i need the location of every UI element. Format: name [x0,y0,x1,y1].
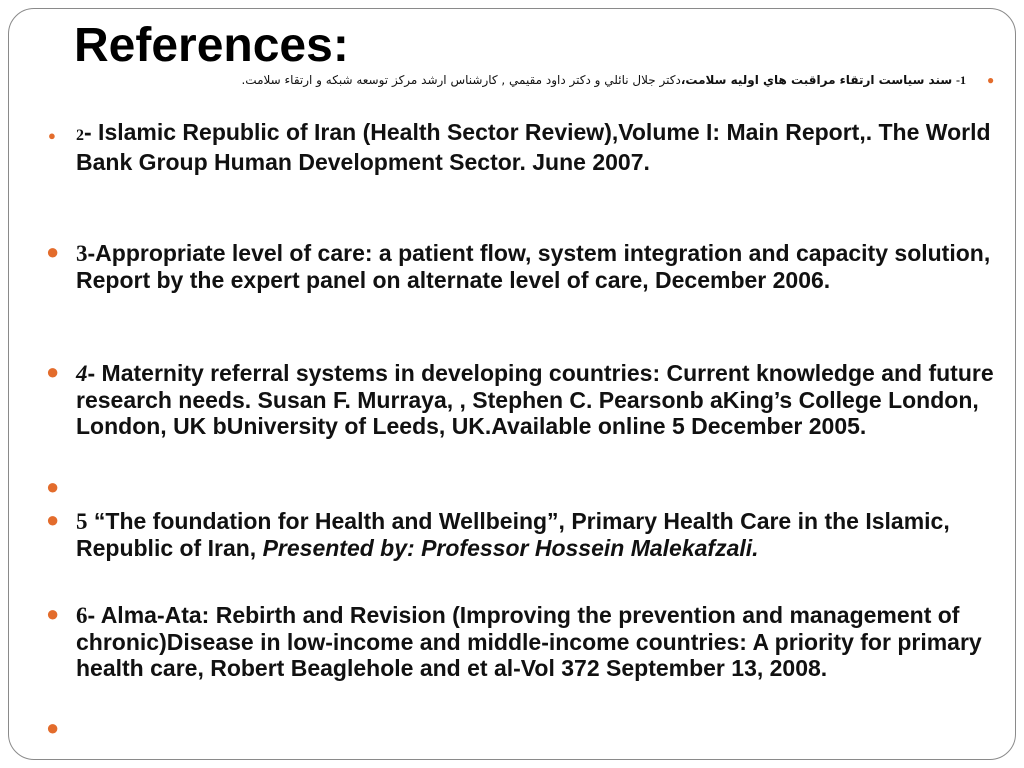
bullet-dot-icon: ● [987,73,995,87]
bullet-dot-icon: ● [46,601,60,626]
reference-text: - Islamic Republic of Iran (Health Sector Review),Volume I: Main Report,. The World Bank Group Human Development Sector. June 2007. [76,119,991,175]
reference-number: 2 [76,127,84,144]
reference-1-authors: دكتر جلال نائلي و دكتر داود مقيمي , كارشناس ارشد مركز توسعه شبكه و ارتقاء سلامت [245,73,681,87]
bullet-dot-icon: ● [46,715,60,740]
reference-number: 6 [76,603,88,628]
reference-text: - Alma-Ata: Rebirth and Revision (Improving the prevention and management of chronic)Disease in low-income and middle-income countries: A priority for primary health care, Robert Beaglehole and et al-Vol 372 September 13, 2008. [76,602,982,681]
bullet-dot-icon: ● [48,128,56,143]
reference-1-end: . [241,73,246,87]
bullet-dot-icon: ● [46,474,60,499]
reference-4 [46,359,1000,439]
reference-text: -Appropriate level of care: a patient flow, system integration and capacity solution, Report by the expert panel on alternate level of care, December 2006. [76,240,991,293]
reference-1-title: سند سياست ارتقاء مراقبت هاي اوليه سلامت، [680,73,953,87]
reference-2 [48,119,1000,175]
reference-number: 1- [956,73,966,87]
bullet-dot-icon: ● [46,359,60,384]
reference-text: - Maternity referral systems in developing countries: Current knowledge and future research needs. Susan F. Murraya, , Stephen C. Pearsonb aKing’s College London, London, UK bUniversity of Leeds, UK.Available online 5 December 2005. [76,360,994,439]
bullet-dot-icon: ● [46,507,60,532]
reference-text: “The foundation for Health and Wellbeing”, Primary Health Care in the Islamic, Republic of Iran, [76,508,950,561]
reference-3 [46,239,1000,293]
reference-number: 5 [76,509,88,534]
reference-1-persian [60,70,966,90]
reference-number: 4 [76,361,88,386]
reference-5 [46,507,1000,561]
reference-presenter: Presented by: Professor Hossein Malekafzali. [262,535,759,561]
bullet-dot-icon: ● [46,239,60,264]
reference-6 [46,601,1000,681]
slide-title: References: [74,19,349,72]
reference-number: 3 [76,241,88,266]
